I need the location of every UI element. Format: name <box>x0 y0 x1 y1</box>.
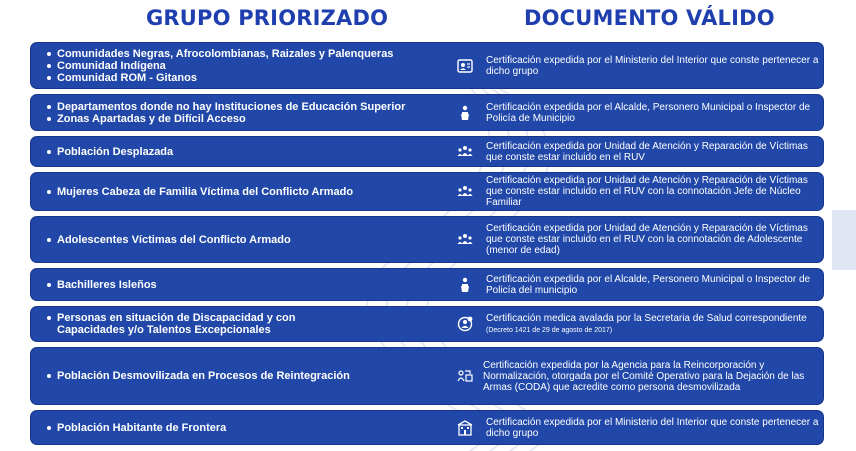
group-item: Comunidad Indígena <box>47 60 446 72</box>
bullet-dot <box>47 150 51 154</box>
bullet-dot <box>47 64 51 68</box>
group-list <box>31 269 446 300</box>
group-list <box>31 411 446 444</box>
bullet-dot <box>47 117 51 121</box>
document-text: Certificación expedida por el Alcalde, Personero Municipal o Inspector de Policía de Municipio <box>486 101 811 124</box>
group-people-icon <box>456 231 474 249</box>
id-card-icon <box>456 57 474 75</box>
group-item: Personas en situación de Discapacidad y con Capacidades y/o Talentos Excepcionales <box>47 312 307 336</box>
table-row <box>30 410 824 445</box>
table-row <box>30 172 824 211</box>
table-row <box>30 42 824 89</box>
table-row <box>30 94 824 131</box>
group-item: Zonas Apartadas y de Difícil Acceso <box>47 113 446 125</box>
group-item: Población Desmovilizada en Procesos de Reintegración <box>47 370 446 382</box>
table-row <box>30 216 824 263</box>
table-row <box>30 306 824 342</box>
document-text: Certificación expedida por Unidad de Atención y Reparación de Víctimas que conste estar incluido en el RUV <box>486 140 808 163</box>
document-text: Certificación expedida por el Ministerio del Interior que conste pertenecer a dicho grupo <box>486 416 819 439</box>
bullet-dot <box>47 105 51 109</box>
group-item: Mujeres Cabeza de Familia Víctima del Conflicto Armado <box>47 186 446 198</box>
document-text-main: Certificación medica avalada por la Secretaria de Salud correspondiente <box>486 312 807 324</box>
table-row <box>30 136 824 167</box>
group-item: Bachilleres Isleños <box>47 279 446 291</box>
document-text <box>486 307 819 341</box>
group-list <box>31 217 446 262</box>
group-people-icon <box>456 143 474 161</box>
group-people-icon <box>456 183 474 201</box>
bullet-dot <box>47 238 51 242</box>
bullet-dot <box>47 283 51 287</box>
building-icon <box>456 419 474 437</box>
document-text: Certificación expedida por la Agencia para la Reincorporación y Normalización, otorgada por el Comité Operativo para la Dejación de las Armas (CODA) que acredite como persona desmovilizada <box>483 359 805 393</box>
group-list <box>31 43 446 88</box>
document-text: Certificación expedida por Unidad de Atención y Reparación de Víctimas que conste estar incluido en el RUV con la connotación de Adolescente (menor de edad) <box>486 223 808 256</box>
bullet-dot <box>47 316 51 320</box>
table-row <box>30 347 824 405</box>
official-podium-icon <box>456 104 474 122</box>
group-item: Comunidades Negras, Afrocolombianas, Raizales y Palenqueras <box>47 48 446 60</box>
document-text: Certificación expedida por el Ministerio del Interior que conste pertenecer a dicho grupo <box>486 54 819 77</box>
table-row <box>30 268 824 301</box>
bullet-dot <box>47 76 51 80</box>
group-list <box>31 95 446 130</box>
bullet-dot <box>47 190 51 194</box>
group-item: Población Desplazada <box>47 146 446 158</box>
bullet-dot <box>47 374 51 378</box>
bullet-dot <box>47 426 51 430</box>
group-list <box>31 307 446 341</box>
group-list <box>31 173 446 210</box>
medical-certificate-icon <box>456 315 474 333</box>
bullet-dot <box>47 52 51 56</box>
header-documento-valido: DOCUMENTO VÁLIDO <box>524 6 775 30</box>
group-list <box>31 348 446 404</box>
group-list <box>31 137 446 166</box>
document-text: Certificación expedida por el Alcalde, Personero Municipal o Inspector de Policía del municipio <box>486 273 811 296</box>
header-grupo-priorizado: GRUPO PRIORIZADO <box>146 6 389 30</box>
official-podium-icon <box>456 276 474 294</box>
group-item: Departamentos donde no hay Instituciones de Educación Superior <box>47 101 446 113</box>
group-item: Comunidad ROM - Gitanos <box>47 72 446 84</box>
group-item: Adolescentes Víctimas del Conflicto Armado <box>47 234 446 246</box>
reintegration-icon <box>456 367 474 385</box>
group-item: Población Habitante de Frontera <box>47 422 446 434</box>
decree-note: (Decreto 1421 de 29 de agosto de 2017) <box>486 326 613 334</box>
document-text: Certificación expedida por Unidad de Atención y Reparación de Víctimas que conste estar incluido en el RUV con la connotación Jefe de Núcleo Familiar <box>486 175 808 208</box>
